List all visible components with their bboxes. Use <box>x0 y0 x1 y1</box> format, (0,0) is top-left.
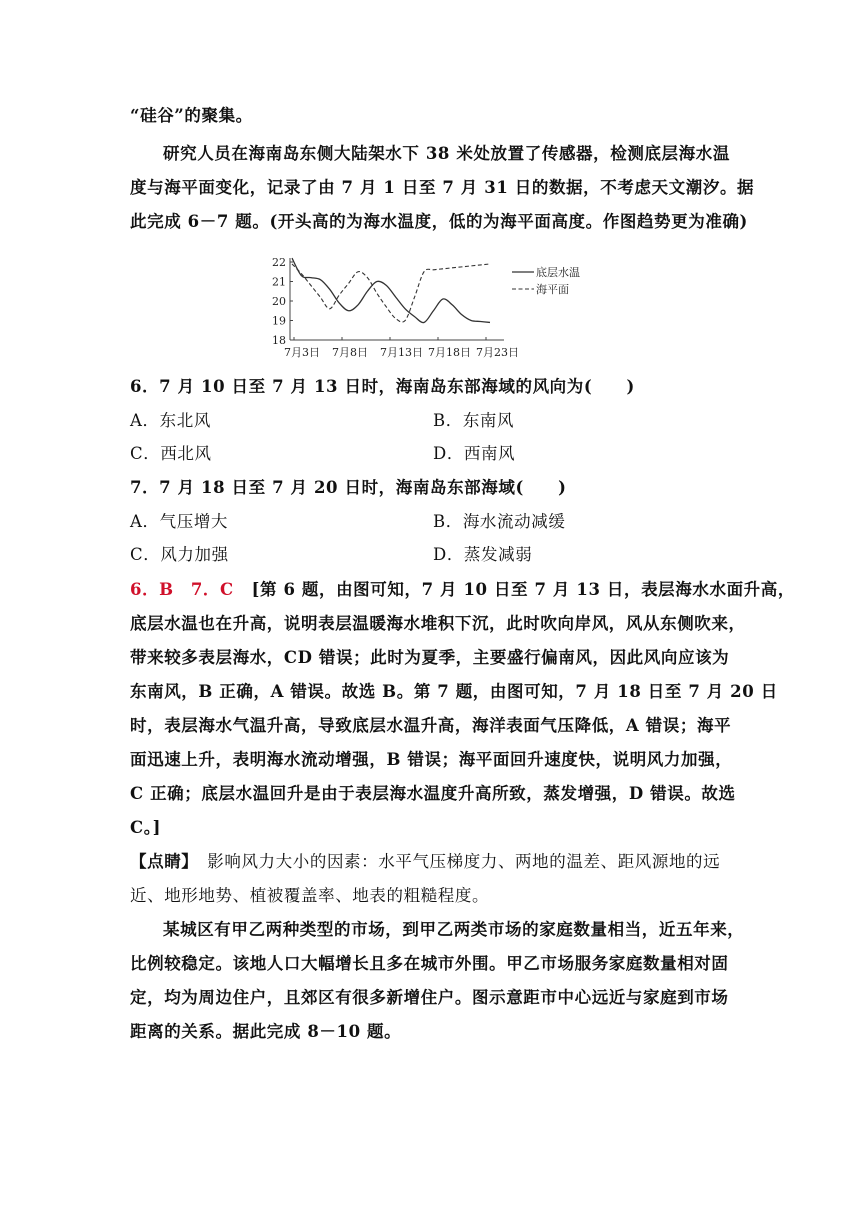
intro-line-1: 研究人员在海南岛东侧大陆架水下 38 米处放置了传感器，检测底层海水温 <box>163 144 730 163</box>
answer-line-5: 时，表层海水气温升高，导致底层水温升高，海洋表面气压降低，A 错误；海平 <box>130 716 732 735</box>
q7-option-d: D．蒸发减弱 <box>433 545 533 564</box>
answer-line-7: C 正确；底层水温回升是由于表层海水温度升高所致，蒸发增强，D 错误。故选 <box>130 784 736 803</box>
q6-option-d: D．西南风 <box>433 444 516 463</box>
market-paragraph-line-4: 距离的关系。据此完成 8－10 题。 <box>130 1022 402 1041</box>
x-tick-label: 7月13日 <box>380 346 423 359</box>
answer-line-3: 带来较多表层海水，CD 错误；此时为夏季，主要盛行偏南风，因此风向应该为 <box>130 648 730 667</box>
x-tick-label: 7月8日 <box>332 346 368 359</box>
legend-label-sea-level: 海平面 <box>536 283 569 296</box>
q7-option-c: C．风力加强 <box>130 545 229 564</box>
series-line-bottom-temp <box>292 258 490 322</box>
answer-line-6: 面迅速上升，表明海水流动增强，B 错误；海平面回升速度快，说明风力加强， <box>130 750 733 769</box>
legend-label-bottom-temp: 底层水温 <box>536 266 580 279</box>
y-tick-label: 21 <box>272 275 286 289</box>
y-tick-label: 18 <box>272 334 286 347</box>
question-6-stem: 6．7 月 10 日至 7 月 13 日时，海南岛东部海域的风向为( ) <box>130 377 635 396</box>
answer-line-1 <box>130 576 795 600</box>
y-tick-label: 19 <box>272 314 286 328</box>
q7-option-b: B．海水流动减缓 <box>433 512 566 531</box>
intro-line-3: 此完成 6－7 题。(开头高的为海水温度，低的为海平面高度。作图趋势更为准确) <box>130 212 748 231</box>
intro-line-2: 度与海平面变化，记录了由 7 月 1 日至 7 月 31 日的数据，不考虑天文潮汐。据 <box>130 178 755 197</box>
q6-option-a: A．东北风 <box>130 411 211 430</box>
x-tick-label: 7月18日 <box>428 346 471 359</box>
temperature-sealevel-chart <box>268 244 598 364</box>
market-paragraph-line-1: 某城区有甲乙两种类型的市场，到甲乙两类市场的家庭数量相当，近五年来， <box>163 920 745 939</box>
q7-option-a: A．气压增大 <box>130 512 229 531</box>
tip-text-1: 影响风力大小的因素：水平气压梯度力、两地的温差、距风源地的远 <box>190 852 721 871</box>
answer-line-4: 东南风，B 正确，A 错误。故选 B。第 7 题，由图可知，7 月 18 日至 7 月 20 日 <box>130 682 778 701</box>
market-paragraph-line-2: 比例较稳定。该地人口大幅增长且多在城市外围。甲乙市场服务家庭数量相对固 <box>130 954 729 973</box>
answer-text-1: [第 6 题，由图可知，7 月 10 日至 7 月 13 日，表层海水水面升高， <box>251 580 795 599</box>
answer-key: 6．B 7．C <box>130 580 234 599</box>
tip-line-1 <box>130 848 720 872</box>
q6-option-b: B．东南风 <box>433 411 515 430</box>
x-tick-label: 7月3日 <box>284 346 320 359</box>
legend <box>512 265 580 296</box>
y-tick-label: 20 <box>272 295 286 308</box>
paragraph-continuation: “硅谷”的聚集。 <box>130 106 253 125</box>
question-7-stem: 7．7 月 18 日至 7 月 20 日时，海南岛东部海域( ) <box>130 478 567 497</box>
answer-line-2: 底层水温也在升高，说明表层温暖海水堆积下沉，此时吹向岸风，风从东侧吹来， <box>130 614 746 633</box>
q6-option-c: C．西北风 <box>130 444 212 463</box>
x-tick-label: 7月23日 <box>476 346 519 359</box>
y-tick-label: 22 <box>272 256 286 269</box>
market-paragraph-line-3: 定，均为周边住户，且郊区有很多新增住户。图示意距市中心远近与家庭到市场 <box>130 988 729 1007</box>
tip-label: 【点睛】 <box>130 852 191 871</box>
answer-line-8: C。] <box>130 818 161 837</box>
tip-line-2: 近、地形地势、植被覆盖率、地表的粗糙程度。 <box>130 886 490 905</box>
